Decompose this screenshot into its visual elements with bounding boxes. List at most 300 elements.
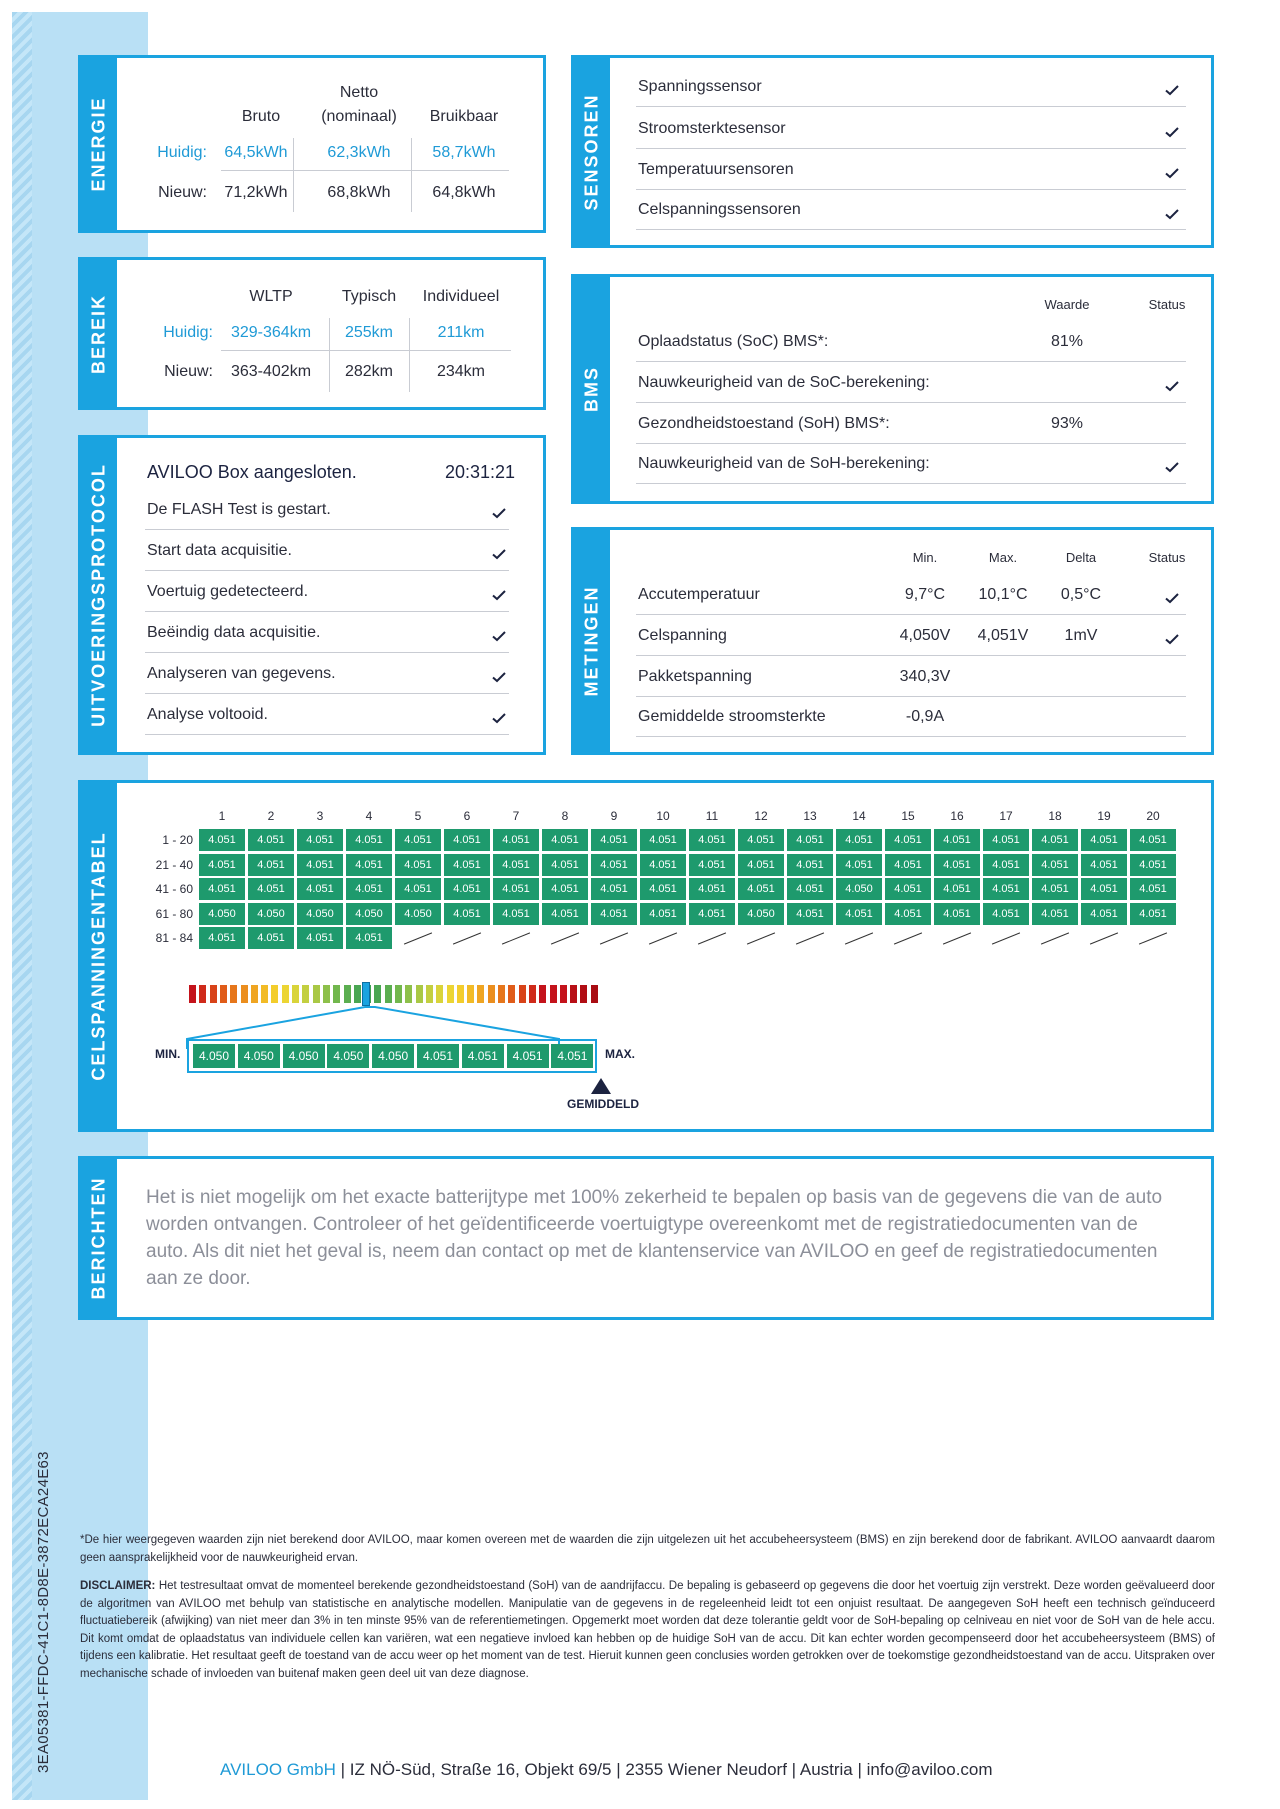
cell-voltage: 4.051 xyxy=(738,878,784,900)
check-icon xyxy=(1164,206,1180,222)
metingen-divider xyxy=(636,736,1186,737)
cell-voltage: 4.051 xyxy=(934,829,980,851)
cell-voltage: 4.051 xyxy=(395,854,441,876)
protocol-divider xyxy=(145,652,509,653)
cell-voltage: 4.051 xyxy=(395,829,441,851)
cell-voltage: 4.051 xyxy=(934,903,980,925)
sensoren-tab xyxy=(574,58,610,245)
bereik-divider xyxy=(221,350,511,351)
bereik-value: 329-364km xyxy=(230,324,312,341)
cell-voltage: 4.051 xyxy=(395,878,441,900)
protocol-divider xyxy=(145,529,509,530)
gradient-segment xyxy=(580,985,587,1003)
check-icon xyxy=(1164,631,1180,647)
cell-voltage: 4.051 xyxy=(1081,878,1127,900)
cell-voltage: 4.051 xyxy=(885,903,931,925)
gradient-segment xyxy=(416,985,423,1003)
cell-voltage: 4.051 xyxy=(885,829,931,851)
protocol-step: Analyse voltooid. xyxy=(147,706,268,723)
gradient-segment xyxy=(189,985,196,1003)
cell-voltage: 4.050 xyxy=(395,903,441,925)
sensoren-tab-label: SENSOREN xyxy=(581,92,602,211)
voltage-gradient-bar xyxy=(189,985,601,1003)
sensor-divider xyxy=(636,148,1186,149)
protocol-title: AVILOO Box aangesloten. xyxy=(147,462,357,482)
gradient-segment xyxy=(333,985,340,1003)
average-triangle-icon xyxy=(591,1078,611,1094)
gradient-segment xyxy=(241,985,248,1003)
cell-column-number: 2 xyxy=(267,809,275,823)
cell-voltage: 4.050 xyxy=(248,903,294,925)
cell-voltage: 4.051 xyxy=(1081,854,1127,876)
cell-row-label: 81 - 84 xyxy=(155,931,193,945)
empty-cell-slash xyxy=(404,932,432,944)
empty-cell-slash xyxy=(600,932,628,944)
cell-voltage: 4.051 xyxy=(493,878,539,900)
gradient-segment xyxy=(457,985,464,1003)
check-icon xyxy=(1164,82,1180,98)
berichten-text: Het is niet mogelijk om het exacte batterijtype met 100% zekerheid te bepalen op basis van de gegevens die van de auto worden ontvangen. Controleer of het geïdentificeerde voertuigtype overeenkomt met de registratiedocumenten van de auto. Als dit niet het geval is, neem dan contact op met de klantenservice van AVILOO en geef de registratiedocumenten aan ze door. xyxy=(146,1187,1163,1289)
gradient-segment xyxy=(292,985,299,1003)
cell-voltage: 4.051 xyxy=(346,927,392,949)
gradient-segment xyxy=(560,985,567,1003)
detail-cell-voltage: 4.051 xyxy=(507,1044,549,1068)
gradient-segment xyxy=(385,985,392,1003)
protocol-divider xyxy=(145,693,509,694)
bereik-panel xyxy=(78,257,546,410)
check-icon xyxy=(491,669,507,685)
energie-header-bruto: Bruto xyxy=(241,108,281,125)
protocol-divider xyxy=(145,734,509,735)
gradient-segment xyxy=(251,985,258,1003)
gradient-segment xyxy=(230,985,237,1003)
empty-cell-slash xyxy=(1090,932,1118,944)
bms-divider xyxy=(636,361,1186,362)
bereik-tab-label: BEREIK xyxy=(88,293,109,374)
bms-tab-label: BMS xyxy=(581,366,602,412)
disclaimer xyxy=(80,1578,1215,1683)
bms-row-label: Nauwkeurigheid van de SoC-berekening: xyxy=(638,374,930,391)
cell-voltage: 4.051 xyxy=(199,927,245,949)
berichten-tab xyxy=(81,1159,117,1317)
cell-row-label: 1 - 20 xyxy=(162,833,193,847)
check-icon xyxy=(491,546,507,562)
sensor-item: Temperatuursensoren xyxy=(638,161,794,178)
gradient-segment xyxy=(199,985,206,1003)
cell-voltage: 4.051 xyxy=(640,829,686,851)
gradient-segment xyxy=(529,985,536,1003)
cell-voltage: 4.051 xyxy=(983,878,1029,900)
cell-voltage: 4.051 xyxy=(591,854,637,876)
metingen-row-label: Gemiddelde stroomsterkte xyxy=(638,708,826,725)
cell-row-label: 41 - 60 xyxy=(155,882,193,896)
cell-voltage: 4.051 xyxy=(297,927,343,949)
cell-voltage: 4.051 xyxy=(297,854,343,876)
gradient-segment xyxy=(467,985,474,1003)
bereik-value: 234km xyxy=(436,363,486,380)
metingen-tab xyxy=(574,530,610,752)
bms-divider xyxy=(636,483,1186,484)
bereik-col-separator xyxy=(409,318,410,392)
cell-column-number: 14 xyxy=(852,809,866,823)
cell-voltage: 4.051 xyxy=(1130,854,1176,876)
sensor-divider xyxy=(636,189,1186,190)
cell-column-number: 6 xyxy=(463,809,471,823)
metingen-max: 10,1°C xyxy=(978,586,1028,603)
energie-value: 64,5kWh xyxy=(224,144,288,161)
check-icon xyxy=(491,587,507,603)
protocol-tab xyxy=(81,438,117,752)
empty-cell-slash xyxy=(747,932,775,944)
cell-voltage: 4.051 xyxy=(1081,829,1127,851)
metingen-max: 4,051V xyxy=(977,627,1029,644)
cell-column-number: 5 xyxy=(414,809,422,823)
bereik-value: 282km xyxy=(344,363,394,380)
gradient-segment xyxy=(354,985,361,1003)
sensor-item: Spanningssensor xyxy=(638,78,762,95)
detail-cell-voltage: 4.050 xyxy=(238,1044,280,1068)
berichten-tab-label: BERICHTEN xyxy=(88,1176,109,1300)
protocol-step: Analyseren van gegevens. xyxy=(147,665,336,682)
empty-cell-slash xyxy=(943,932,971,944)
cell-voltage: 4.051 xyxy=(542,903,588,925)
gradient-segment xyxy=(447,985,454,1003)
cell-voltage: 4.051 xyxy=(297,829,343,851)
cell-voltage: 4.051 xyxy=(934,854,980,876)
protocol-tab-label: UITVOERINGSPROTOCOL xyxy=(88,463,109,727)
empty-cell-slash xyxy=(453,932,481,944)
energie-value: 71,2kWh xyxy=(224,184,288,201)
bereik-row-label: Nieuw: xyxy=(164,363,213,380)
cell-voltage: 4.051 xyxy=(248,854,294,876)
cell-voltage: 4.051 xyxy=(248,878,294,900)
check-icon xyxy=(1164,124,1180,140)
protocol-divider xyxy=(145,570,509,571)
metingen-min: 340,3V xyxy=(899,668,951,685)
protocol-step: Start data acquisitie. xyxy=(147,542,292,559)
bms-panel xyxy=(571,274,1214,504)
energie-header-nominaal: (nominaal) xyxy=(321,108,397,125)
cell-voltage: 4.051 xyxy=(493,854,539,876)
metingen-panel xyxy=(571,527,1214,755)
cell-voltage: 4.050 xyxy=(738,903,784,925)
protocol-step: De FLASH Test is gestart. xyxy=(147,501,331,518)
gradient-segment xyxy=(570,985,577,1003)
cell-voltage: 4.051 xyxy=(1130,903,1176,925)
cell-voltage: 4.051 xyxy=(199,878,245,900)
bereik-header-individueel: Individueel xyxy=(422,288,500,305)
gradient-segment xyxy=(488,985,495,1003)
cell-row-label: 61 - 80 xyxy=(155,906,193,921)
energie-divider xyxy=(221,170,509,171)
metingen-header-delta: Delta xyxy=(1065,550,1097,565)
cell-voltage: 4.051 xyxy=(689,854,735,876)
bms-divider xyxy=(636,443,1186,444)
bereik-row-label: Huidig: xyxy=(163,324,213,341)
gradient-segment xyxy=(426,985,433,1003)
cell-voltage: 4.051 xyxy=(493,903,539,925)
bereik-tab xyxy=(81,260,117,407)
detail-max-label: MAX. xyxy=(605,1047,635,1061)
cell-column-number: 17 xyxy=(999,809,1013,823)
cell-voltage: 4.050 xyxy=(836,878,882,900)
cell-voltage: 4.051 xyxy=(787,903,833,925)
protocol-panel xyxy=(78,435,546,755)
cell-voltage: 4.051 xyxy=(640,878,686,900)
cell-voltage: 4.051 xyxy=(689,878,735,900)
cell-voltage: 4.051 xyxy=(983,854,1029,876)
cell-row-label: 21 - 40 xyxy=(155,857,193,872)
check-icon xyxy=(1164,590,1180,606)
cell-voltage: 4.051 xyxy=(787,829,833,851)
metingen-delta: 0,5°C xyxy=(1060,586,1102,603)
gradient-segment xyxy=(539,985,546,1003)
gradient-segment xyxy=(374,985,381,1003)
celspanning-panel xyxy=(78,780,1214,1132)
cell-column-number: 4 xyxy=(365,809,373,823)
protocol-divider xyxy=(145,611,509,612)
gradient-segment xyxy=(323,985,330,1003)
detail-min-label: MIN. xyxy=(155,1047,181,1061)
bms-divider xyxy=(636,402,1186,403)
gradient-segment xyxy=(498,985,505,1003)
check-icon xyxy=(491,628,507,644)
sensoren-panel xyxy=(571,55,1214,248)
gradient-segment xyxy=(282,985,289,1003)
metingen-header-min: Min. xyxy=(912,550,938,565)
cell-column-number: 7 xyxy=(512,809,520,823)
cell-voltage: 4.051 xyxy=(983,829,1029,851)
bms-tab xyxy=(574,277,610,501)
cell-voltage: 4.051 xyxy=(1032,878,1078,900)
check-icon xyxy=(1164,378,1180,394)
check-icon xyxy=(491,505,507,521)
cell-column-number: 20 xyxy=(1146,809,1160,823)
empty-cell-slash xyxy=(698,932,726,944)
cell-voltage: 4.051 xyxy=(738,854,784,876)
cell-voltage: 4.051 xyxy=(542,829,588,851)
gradient-segment xyxy=(344,985,351,1003)
empty-cell-slash xyxy=(551,932,579,944)
metingen-divider xyxy=(636,614,1186,615)
metingen-min: 4,050V xyxy=(899,627,951,644)
cell-voltage: 4.051 xyxy=(493,829,539,851)
cell-voltage: 4.051 xyxy=(297,878,343,900)
bms-row-value: 93% xyxy=(1050,415,1084,432)
energie-value: 64,8kWh xyxy=(432,184,496,201)
metingen-tab-label: METINGEN xyxy=(581,585,602,697)
cell-voltage: 4.051 xyxy=(640,903,686,925)
cell-voltage: 4.051 xyxy=(248,829,294,851)
cell-voltage: 4.051 xyxy=(248,927,294,949)
footer xyxy=(220,1760,993,1780)
detail-cell-voltage: 4.051 xyxy=(462,1044,504,1068)
cell-voltage: 4.051 xyxy=(787,854,833,876)
gradient-segment xyxy=(477,985,484,1003)
gradient-segment xyxy=(508,985,515,1003)
gradient-segment xyxy=(271,985,278,1003)
empty-cell-slash xyxy=(649,932,677,944)
detail-cell-voltage: 4.050 xyxy=(193,1044,235,1068)
footnote-bms: *De hier weergegeven waarden zijn niet berekend door AVILOO, maar komen overeen met de waarden die zijn uitgelezen uit het accubeheersysteem (BMS) en zijn berekend door de fabrikant. AVILOO aanvaardt daarom geen aansprakelijkheid voor de nauwkeurigheid ervan. xyxy=(80,1534,1215,1564)
document-id: 3EA05381-FFDC-41C1-8D8E-3872ECA24E63 xyxy=(35,1451,52,1773)
metingen-header-status: Status xyxy=(1148,550,1186,565)
cell-column-number: 1 xyxy=(218,809,226,823)
gradient-segment xyxy=(261,985,268,1003)
cell-voltage: 4.051 xyxy=(346,829,392,851)
cell-voltage: 4.051 xyxy=(444,878,490,900)
cell-voltage: 4.051 xyxy=(444,854,490,876)
cell-voltage: 4.051 xyxy=(689,829,735,851)
cell-voltage: 4.051 xyxy=(346,878,392,900)
cell-voltage: 4.051 xyxy=(591,878,637,900)
cell-voltage: 4.050 xyxy=(346,903,392,925)
cell-column-number: 3 xyxy=(316,809,324,823)
cell-column-number: 15 xyxy=(901,809,915,823)
cell-voltage: 4.051 xyxy=(542,854,588,876)
cell-voltage: 4.051 xyxy=(1130,878,1176,900)
cell-column-number: 16 xyxy=(950,809,964,823)
disclaimer-label: DISCLAIMER: xyxy=(80,1580,156,1592)
gradient-segment xyxy=(550,985,557,1003)
bereik-value: 255km xyxy=(344,324,394,341)
metingen-header-max: Max. xyxy=(988,550,1018,565)
protocol-step: Beëindig data acquisitie. xyxy=(147,624,321,641)
bereik-value: 211km xyxy=(437,324,485,341)
cell-voltage: 4.051 xyxy=(640,854,686,876)
cell-voltage: 4.051 xyxy=(346,854,392,876)
energie-value: 62,3kWh xyxy=(327,144,391,161)
bereik-header-typisch: Typisch xyxy=(341,288,397,305)
cell-column-number: 10 xyxy=(656,809,670,823)
gradient-segment xyxy=(519,985,526,1003)
metingen-divider xyxy=(636,655,1186,656)
metingen-delta: 1mV xyxy=(1064,627,1098,644)
empty-cell-slash xyxy=(502,932,530,944)
sensor-item: Stroomsterktesensor xyxy=(638,120,786,137)
metingen-row-label: Accutemperatuur xyxy=(638,586,760,603)
empty-cell-slash xyxy=(1041,932,1069,944)
cell-voltage: 4.051 xyxy=(591,829,637,851)
check-icon xyxy=(1164,165,1180,181)
detail-cell-voltage: 4.050 xyxy=(283,1044,325,1068)
gradient-segment xyxy=(395,985,402,1003)
cell-voltage: 4.050 xyxy=(297,903,343,925)
average-label: GEMIDDELD xyxy=(567,1097,639,1111)
detail-cell-voltage: 4.051 xyxy=(551,1044,593,1068)
cell-voltage: 4.051 xyxy=(885,854,931,876)
cell-voltage: 4.051 xyxy=(1130,829,1176,851)
cell-voltage: 4.051 xyxy=(689,903,735,925)
metingen-row-label: Celspanning xyxy=(638,627,727,644)
bereik-header-wltp: WLTP xyxy=(249,288,293,305)
energie-row-label: Nieuw: xyxy=(158,184,207,201)
cell-voltage: 4.051 xyxy=(738,829,784,851)
sensor-divider xyxy=(636,229,1186,230)
bms-row-label: Nauwkeurigheid van de SoH-berekening: xyxy=(638,455,930,472)
bms-row-label: Oplaadstatus (SoC) BMS*: xyxy=(638,333,829,350)
empty-cell-slash xyxy=(796,932,824,944)
metingen-min: -0,9A xyxy=(905,708,945,725)
cell-voltage: 4.051 xyxy=(1032,854,1078,876)
bereik-col-separator xyxy=(329,318,330,392)
check-icon xyxy=(1164,459,1180,475)
cell-voltage: 4.051 xyxy=(1032,903,1078,925)
check-icon xyxy=(491,710,507,726)
gradient-segment xyxy=(210,985,217,1003)
bms-header-status: Status xyxy=(1148,297,1186,312)
cell-voltage: 4.051 xyxy=(885,878,931,900)
energie-tab-label: ENERGIE xyxy=(88,96,109,192)
gradient-segment xyxy=(405,985,412,1003)
cell-voltage: 4.051 xyxy=(836,903,882,925)
cell-voltage: 4.051 xyxy=(444,829,490,851)
bereik-value: 363-402km xyxy=(230,363,312,380)
cell-column-number: 19 xyxy=(1097,809,1111,823)
cell-column-number: 12 xyxy=(754,809,768,823)
energie-panel xyxy=(78,55,546,233)
cell-voltage: 4.051 xyxy=(199,829,245,851)
energie-value: 68,8kWh xyxy=(327,184,391,201)
cell-voltage: 4.051 xyxy=(934,878,980,900)
cell-voltage: 4.051 xyxy=(1081,903,1127,925)
cell-voltage: 4.051 xyxy=(199,854,245,876)
celspanning-tab-label: CELSPANNINGENTABEL xyxy=(88,831,109,1081)
gradient-segment xyxy=(220,985,227,1003)
gradient-segment xyxy=(313,985,320,1003)
protocol-step: Voertuig gedetecteerd. xyxy=(147,583,309,600)
cell-voltage: 4.051 xyxy=(836,854,882,876)
celspanning-tab xyxy=(81,783,117,1129)
cell-voltage: 4.051 xyxy=(836,829,882,851)
cell-voltage: 4.051 xyxy=(542,878,588,900)
bms-header-waarde: Waarde xyxy=(1044,297,1090,312)
sensor-item: Celspanningssensoren xyxy=(638,201,801,218)
cell-column-number: 13 xyxy=(803,809,817,823)
cell-column-number: 8 xyxy=(561,809,569,823)
cell-voltage: 4.051 xyxy=(787,878,833,900)
energie-header-netto: Netto xyxy=(339,84,379,101)
energie-tab xyxy=(81,58,117,230)
sensor-divider xyxy=(636,106,1186,107)
gradient-segment xyxy=(436,985,443,1003)
footer-address: | IZ NÖ-Süd, Straße 16, Objekt 69/5 | 2355 Wiener Neudorf | Austria | info@aviloo.com xyxy=(335,1760,993,1779)
bms-row-label: Gezondheidstoestand (SoH) BMS*: xyxy=(638,415,890,432)
metingen-row-label: Pakketspanning xyxy=(638,668,752,685)
metingen-divider xyxy=(636,696,1186,697)
gradient-segment xyxy=(302,985,309,1003)
cell-column-number: 11 xyxy=(705,809,719,823)
empty-cell-slash xyxy=(894,932,922,944)
cell-voltage: 4.051 xyxy=(1032,829,1078,851)
energie-value: 58,7kWh xyxy=(432,144,496,161)
protocol-time: 20:31:21 xyxy=(445,462,516,482)
cell-voltage: 4.051 xyxy=(444,903,490,925)
footer-company[interactable]: AVILOO GmbH xyxy=(220,1760,336,1779)
energie-row-label: Huidig: xyxy=(157,144,207,161)
energie-col-separator xyxy=(411,138,412,212)
cell-voltage: 4.050 xyxy=(199,903,245,925)
bms-row-value: 81% xyxy=(1050,333,1084,350)
energie-header-bruikbaar: Bruikbaar xyxy=(429,108,499,125)
disclaimer-text: Het testresultaat omvat de momenteel berekende gezondheidstoestand (SoH) van de aandrijfaccu. De bepaling is gebaseerd op gegevens die door het voertuig zijn verstrekt. Deze worden geëvalueerd door de algoritmen van AVILOO met behulp van statistische en analytische modellen. Manipulatie van de gegevens in de regeleenheid leidt tot een onjuist resultaat. De aangegeven SoH heeft een technisch geïnduceerd fluctuatiebereik (afwijking) van niet meer dan 3% in ten minste 95% van de referentiemetingen. Opgemerkt moet worden dat deze tolerantie geldt voor de SoH-bepaling op celniveau en niet voor de SoH van de hele accu. Dit komt omdat de oplaadstatus van individuele cellen kan variëren, wat een negatieve invloed kan hebben op de huidige SoH van de accu. Dit kan echter worden gecompenseerd door het accubeheersysteem (BMS) of tijdens een kalibratie. Het resultaat geeft de toestand van de accu weer op het moment van de test. Hieruit kunnen geen conclusies worden getrokken over de toekomstige gezondheidstoestand van de accu. Uitspraken over mechanische schade of invloeden van buitenaf maken geen deel uit van deze diagnose. xyxy=(80,1580,1215,1680)
detail-cell-voltage: 4.050 xyxy=(327,1044,369,1068)
energie-col-separator xyxy=(293,138,294,212)
detail-cell-voltage: 4.051 xyxy=(417,1044,459,1068)
empty-cell-slash xyxy=(992,932,1020,944)
cell-voltage: 4.051 xyxy=(983,903,1029,925)
cell-column-number: 18 xyxy=(1048,809,1062,823)
